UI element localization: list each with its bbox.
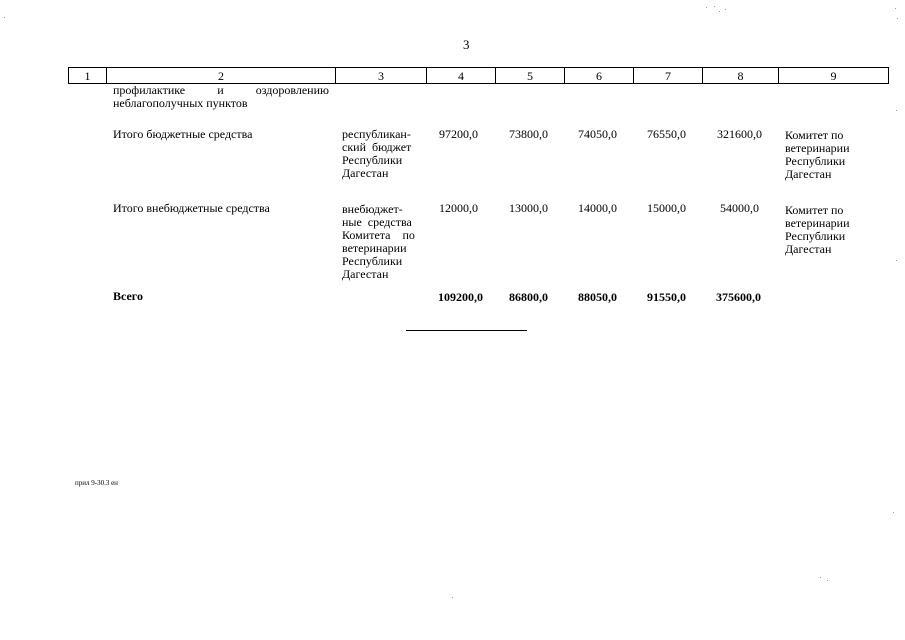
scan-speck <box>725 9 726 10</box>
row-extrabudget-col4: 12000,0 <box>439 201 478 215</box>
total-col6: 88050,0 <box>578 290 617 304</box>
executor-line: ветеринарии <box>785 141 850 155</box>
row-budget-label: Итого бюджетные средства <box>113 127 253 141</box>
scan-speck <box>896 110 897 111</box>
row-extrabudget-col6: 14000,0 <box>578 201 617 215</box>
row-budget-executor <box>785 129 850 181</box>
scan-speck <box>897 18 898 19</box>
continued-word-3: оздоровлению <box>255 83 329 97</box>
source-line: ветеринарии <box>342 241 407 255</box>
row-extrabudget-col5: 13000,0 <box>509 201 548 215</box>
scan-speck <box>706 7 707 8</box>
column-number-2: 2 <box>107 68 336 84</box>
column-number-7: 7 <box>634 68 703 84</box>
executor-line: Дагестан <box>785 167 832 181</box>
scan-speck <box>4 17 5 18</box>
continued-text-line-2: неблагополучных пунктов <box>113 96 248 110</box>
row-extrabudget-col8: 54000,0 <box>720 201 759 215</box>
page-number: 3 <box>463 37 470 52</box>
row-extrabudget-source <box>342 203 415 281</box>
scan-speck <box>895 8 896 9</box>
source-line: Республики <box>342 153 403 167</box>
column-number-9: 9 <box>779 68 889 84</box>
executor-line: ветеринарии <box>785 216 850 230</box>
row-budget-col7: 76550,0 <box>647 127 686 141</box>
scan-speck <box>896 260 897 261</box>
row-budget-col6: 74050,0 <box>578 127 617 141</box>
total-col4: 109200,0 <box>438 290 483 304</box>
source-line: Комитета по <box>342 228 415 242</box>
row-budget-source <box>342 128 411 180</box>
scan-speck <box>719 11 720 12</box>
total-col8: 375600,0 <box>716 290 761 304</box>
row-budget-col4: 97200,0 <box>439 127 478 141</box>
executor-line: Республики <box>785 229 846 243</box>
continued-word-1: профилактике <box>113 83 186 97</box>
column-number-3: 3 <box>336 68 427 84</box>
source-line: республикан- <box>342 127 411 141</box>
end-divider-line <box>406 330 527 331</box>
total-col7: 91550,0 <box>647 290 686 304</box>
executor-line: Комитет по <box>785 203 844 217</box>
source-line: ные средства <box>342 215 412 229</box>
scan-speck <box>452 597 453 598</box>
column-number-4: 4 <box>427 68 496 84</box>
row-extrabudget-label: Итого внебюджетные средства <box>113 201 270 215</box>
continued-word-2: и <box>217 83 224 97</box>
scan-speck <box>714 6 715 7</box>
row-budget-col8: 321600,0 <box>717 127 762 141</box>
total-label: Всего <box>113 289 143 303</box>
executor-line: Комитет по <box>785 128 844 142</box>
total-col5: 86800,0 <box>509 290 548 304</box>
column-number-5: 5 <box>496 68 565 84</box>
column-number-header <box>68 67 889 84</box>
executor-line: Республики <box>785 154 846 168</box>
scan-speck <box>827 580 828 581</box>
executor-line: Дагестан <box>785 242 832 256</box>
column-number-8: 8 <box>703 68 779 84</box>
row-extrabudget-col7: 15000,0 <box>647 201 686 215</box>
row-extrabudget-executor <box>785 204 850 256</box>
column-number-1: 1 <box>69 68 107 84</box>
source-line: Республики <box>342 254 403 268</box>
footer-note: прил 9-30.3 ен <box>75 479 118 487</box>
source-line: Дагестан <box>342 166 389 180</box>
scan-speck <box>893 512 894 513</box>
source-line: внебюджет- <box>342 202 403 216</box>
source-line: Дагестан <box>342 267 389 281</box>
source-line: ский бюджет <box>342 140 412 154</box>
column-number-6: 6 <box>565 68 634 84</box>
scan-speck <box>820 577 821 578</box>
row-budget-col5: 73800,0 <box>509 127 548 141</box>
